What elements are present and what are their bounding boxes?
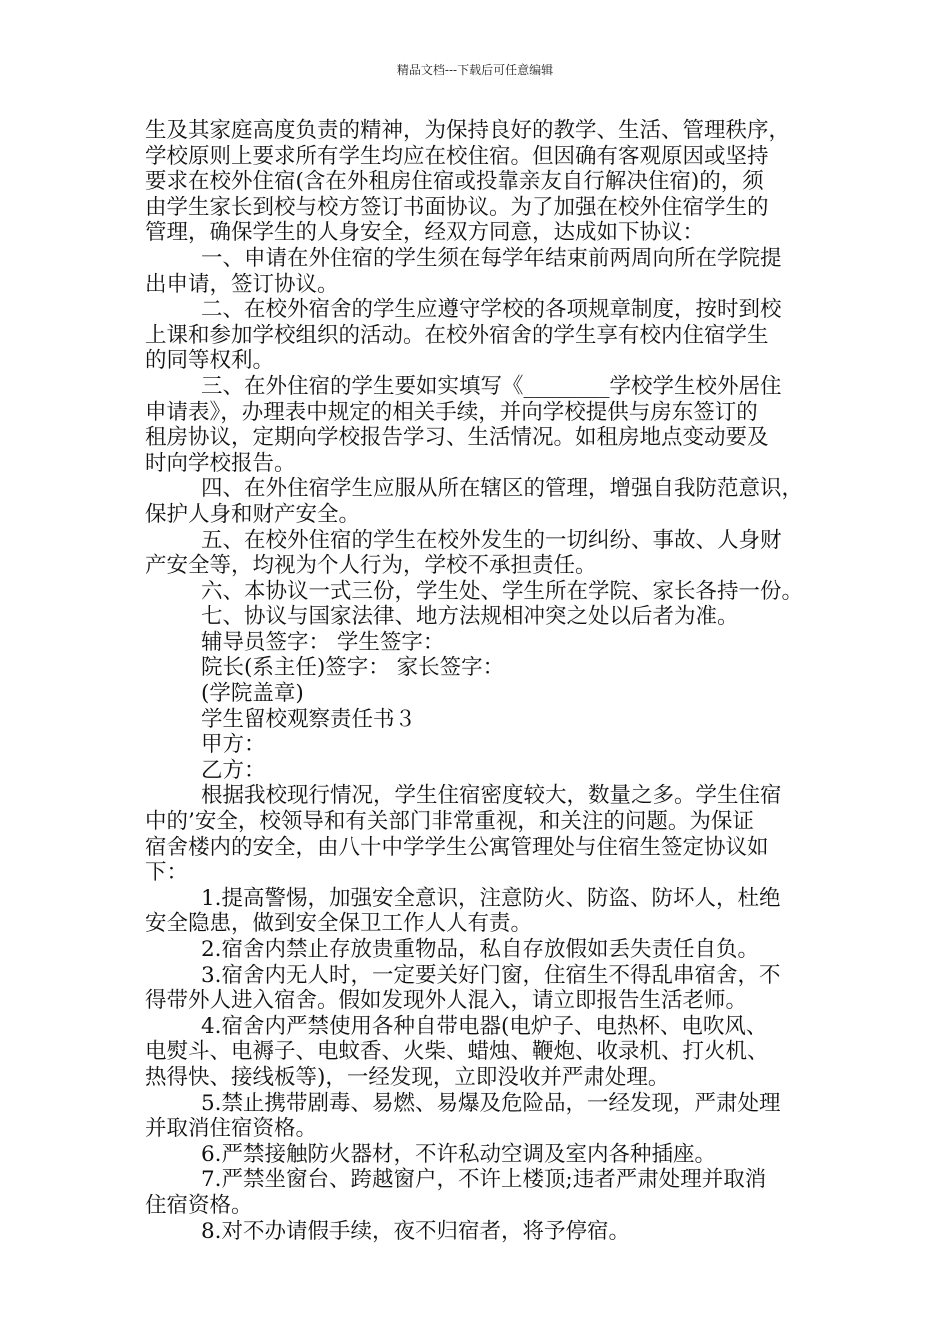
text-line: 住宿资格。 <box>145 1192 253 1218</box>
text-line: 中的’安全，校领导和有关部门非常重视，和关注的问题。为保证 <box>145 809 754 835</box>
text-line: 安全隐患，做到安全保卫工作人人有责。 <box>145 911 533 937</box>
text-line: 学生留校观察责任书３ <box>201 706 417 732</box>
text-line: 二、在校外宿舍的学生应遵守学校的各项规章制度，按时到校 <box>201 297 782 323</box>
text-line: 管理，确保学生的人身安全，经双方同意，达成如下协议： <box>145 220 705 246</box>
text-line: 根据我校现行情况，学生住宿密度较大，数量之多。学生住宿 <box>201 783 782 809</box>
text-line: 4.宿舍内严禁使用各种自带电器(电炉子、电热杯、电吹风、 <box>201 1013 768 1039</box>
text-line: 宿舍楼内的安全，由八十中学学生公寓管理处与住宿生签定协议如 <box>145 834 769 860</box>
text-line: 2.宿舍内禁止存放贵重物品，私自存放假如丢失责任自负。 <box>201 937 760 962</box>
text-line: 一、申请在外住宿的学生须在每学年结束前两周向所在学院提 <box>201 245 782 271</box>
text-line: 热得快、接线板等)，一经发现，立即没收并严肃处理。 <box>145 1064 670 1090</box>
text-line: 三、在外住宿的学生要如实填写《________学校学生校外居住 <box>201 373 782 399</box>
text-line: 6.严禁接触防火器材，不许私动空调及室内各种插座。 <box>201 1141 717 1167</box>
text-line: 辅导员签字： 学生签字： <box>201 629 445 655</box>
text-line: 四、在外住宿学生应服从所在辖区的管理，增强自我防范意识， <box>201 476 804 502</box>
text-line: 租房协议，定期向学校报告学习、生活情况。如租房地点变动要及 <box>145 425 769 451</box>
text-line: 时向学校报告。 <box>145 450 296 476</box>
text-line: 六、本协议一式三份，学生处、学生所在学院、家长各持一份。 <box>201 578 804 604</box>
text-line: 院长(系主任)签字： 家长签字： <box>201 655 505 681</box>
document-body <box>145 118 825 1244</box>
text-line: 生及其家庭高度负责的精神，为保持良好的教学、生活、管理秩序， <box>145 118 791 143</box>
text-line: 申请表》，办理表中规定的相关手续，并向学校提供与房东签订的 <box>145 399 758 425</box>
text-line: 的同等权利。 <box>145 348 275 374</box>
text-line: 下： <box>145 860 189 886</box>
text-line: 得带外人进入宿舍。假如发现外人混入，请立即报告生活老师。 <box>145 988 748 1014</box>
text-line: 7.严禁坐窗台、跨越窗户，不许上楼顶;违者严肃处理并取消 <box>201 1167 767 1193</box>
text-line: 甲方： <box>201 732 266 758</box>
page-header: 精品文档---下载后可任意编辑 <box>396 63 554 77</box>
text-line: 产安全等，均视为个人行为，学校不承担责任。 <box>145 553 597 579</box>
text-line: 5.禁止携带剧毒、易燃、易爆及危险品，一经发现，严肃处理 <box>201 1090 781 1116</box>
text-line: 由学生家长到校与校方签订书面协议。为了加强在校外住宿学生的 <box>145 194 769 220</box>
text-line: (学院盖章) <box>201 681 304 707</box>
text-line: 3.宿舍内无人时，一定要关好门窗，住宿生不得乱串宿舍，不 <box>201 962 781 988</box>
text-line: 出申请，签订协议。 <box>145 271 339 297</box>
text-line: 学校原则上要求所有学生均应在校住宿。但因确有客观原因或坚持 <box>145 143 769 169</box>
text-line: 上课和参加学校组织的活动。在校外宿舍的学生享有校内住宿学生 <box>145 322 769 348</box>
text-line: 1.提高警惕，加强安全意识，注意防火、防盗、防坏人，杜绝 <box>201 885 781 911</box>
text-line: 电熨斗、电褥子、电蚊香、火柴、蜡烛、鞭炮、收录机、打火机、 <box>145 1039 769 1065</box>
text-line: 五、在校外住宿的学生在校外发生的一切纠纷、事故、人身财 <box>201 527 782 553</box>
text-line: 保护人身和财产安全。 <box>145 501 361 527</box>
text-line: 8.对不办请假手续，夜不归宿者，将予停宿。 <box>201 1218 631 1244</box>
text-line: 七、协议与国家法律、地方法规相冲突之处以后者为准。 <box>201 604 739 630</box>
text-line: 要求在校外住宿(含在外租房住宿或投靠亲友自行解决住宿)的，须 <box>145 169 764 195</box>
text-line: 乙方： <box>201 757 266 783</box>
text-line: 并取消住宿资格。 <box>145 1116 318 1142</box>
